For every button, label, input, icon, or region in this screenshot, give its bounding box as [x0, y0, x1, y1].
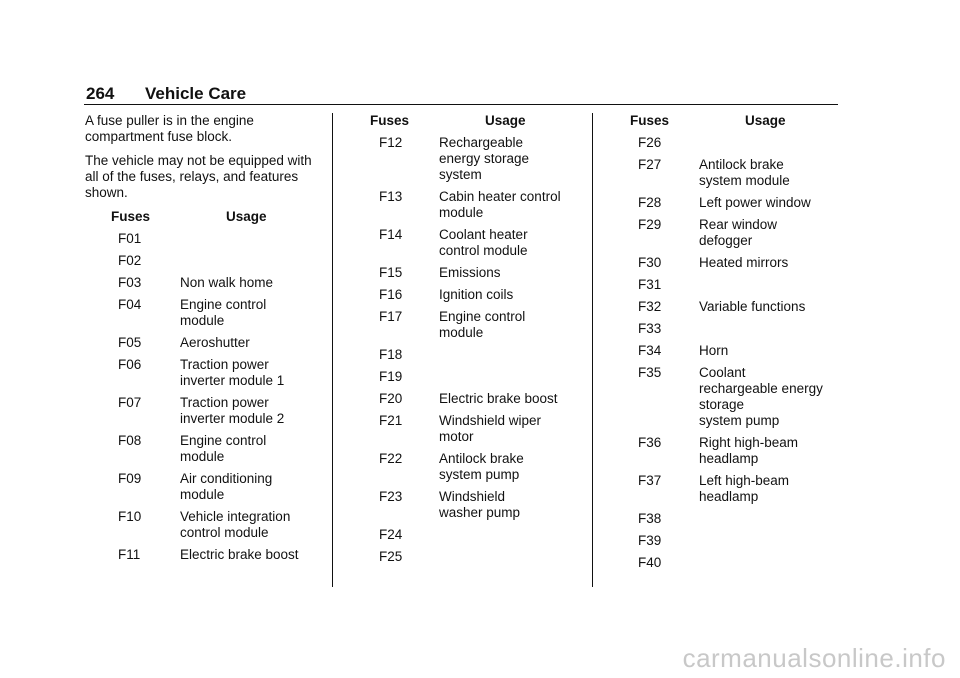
table-row	[346, 265, 586, 281]
usage-header: Usage	[485, 113, 526, 128]
fuse-usage: Coolant rechargeable energy storage system pump	[699, 365, 823, 428]
table-row	[606, 195, 846, 211]
fuse-usage	[439, 347, 579, 363]
page-number: 264	[86, 84, 115, 103]
table-row	[606, 157, 846, 189]
table-row	[606, 473, 846, 505]
fuse-id: F04	[118, 297, 142, 312]
table-row	[346, 287, 586, 303]
page-header	[84, 82, 838, 105]
table-header	[606, 113, 846, 133]
fuse-usage	[439, 527, 579, 543]
fuse-id: F23	[379, 489, 403, 504]
fuse-usage: Vehicle integration control module	[180, 509, 291, 540]
fuse-table-body	[606, 135, 846, 571]
fuse-usage: Rechargeable energy storage system	[439, 135, 530, 182]
table-row	[85, 231, 315, 247]
fuse-id: F17	[379, 309, 403, 324]
intro-text	[85, 113, 315, 201]
column-3	[606, 113, 846, 577]
fuse-usage: Left power window	[699, 195, 811, 210]
fuse-id: F29	[638, 217, 662, 232]
fuse-id: F10	[118, 509, 142, 524]
fuse-id: F21	[379, 413, 403, 428]
fuse-id: F30	[638, 255, 662, 270]
table-row	[85, 297, 315, 329]
fuse-id: F25	[379, 549, 403, 564]
watermark: carmanualsonline.info	[682, 643, 946, 673]
usage-header: Usage	[745, 113, 786, 128]
fuse-id: F02	[118, 253, 142, 268]
fuse-usage: Left high-beam headlamp	[699, 473, 790, 504]
fuse-id: F05	[118, 335, 142, 350]
fuse-table-body	[346, 135, 586, 565]
table-row	[606, 511, 846, 527]
table-row	[346, 347, 586, 363]
table-row	[606, 321, 846, 337]
table-row	[606, 365, 846, 429]
fuse-usage: Ignition coils	[439, 287, 514, 302]
table-row	[85, 253, 315, 269]
fuse-id: F28	[638, 195, 662, 210]
fuse-id: F06	[118, 357, 142, 372]
fuse-usage	[439, 369, 579, 385]
fuse-id: F11	[118, 547, 141, 562]
table-row	[346, 369, 586, 385]
fuse-id: F14	[379, 227, 403, 242]
table-row	[85, 547, 315, 563]
fuse-id: F37	[638, 473, 662, 488]
fuse-id: F39	[638, 533, 662, 548]
fuse-usage: Engine control module	[180, 297, 267, 328]
table-row	[606, 277, 846, 293]
fuse-usage	[699, 135, 839, 151]
section-title: Vehicle Care	[145, 84, 247, 103]
intro-paragraph: A fuse puller is in the engine compartment fuse block.	[85, 113, 254, 144]
fuse-usage: Non walk home	[180, 275, 274, 290]
fuse-id: F09	[118, 471, 142, 486]
usage-header: Usage	[226, 209, 267, 224]
fuse-usage: Air conditioning module	[180, 471, 273, 502]
fuses-header: Fuses	[370, 113, 410, 128]
fuse-usage	[699, 555, 839, 571]
fuse-usage	[699, 533, 839, 549]
table-row	[606, 217, 846, 249]
fuse-usage: Emissions	[439, 265, 501, 280]
fuse-id: F13	[379, 189, 403, 204]
table-row	[85, 509, 315, 541]
table-row	[346, 391, 586, 407]
fuse-usage: Traction power inverter module 1	[180, 357, 285, 388]
fuse-id: F01	[118, 231, 142, 246]
fuse-usage: Engine control module	[439, 309, 526, 340]
table-row	[346, 489, 586, 521]
fuse-id: F31	[638, 277, 662, 292]
fuse-usage: Right high-beam headlamp	[699, 435, 799, 466]
fuses-header: Fuses	[111, 209, 151, 224]
fuse-id: F35	[638, 365, 662, 380]
fuse-id: F22	[379, 451, 403, 466]
table-row	[346, 189, 586, 221]
fuses-header: Fuses	[630, 113, 670, 128]
fuse-usage: Electric brake boost	[180, 547, 299, 562]
fuse-usage: Traction power inverter module 2	[180, 395, 285, 426]
fuse-usage: Cabin heater control module	[439, 189, 561, 220]
fuse-id: F16	[379, 287, 403, 302]
fuse-usage: Coolant heater control module	[439, 227, 528, 258]
table-row	[346, 135, 586, 183]
table-row	[606, 435, 846, 467]
intro-paragraph: The vehicle may not be equipped with all of the fuses, relays, and features shown.	[85, 153, 312, 200]
fuse-usage	[699, 511, 839, 527]
fuse-usage: Horn	[699, 343, 729, 358]
fuse-id: F26	[638, 135, 662, 150]
table-row	[606, 343, 846, 359]
table-row	[85, 357, 315, 389]
fuse-id: F24	[379, 527, 403, 542]
column-divider	[332, 113, 333, 587]
fuse-id: F27	[638, 157, 662, 172]
fuse-usage: Heated mirrors	[699, 255, 789, 270]
table-row	[606, 533, 846, 549]
fuse-id: F18	[379, 347, 403, 362]
fuse-table-body	[85, 231, 315, 563]
fuse-usage: Variable functions	[699, 299, 806, 314]
table-row	[606, 135, 846, 151]
fuse-usage	[439, 549, 579, 565]
fuse-usage: Windshield washer pump	[439, 489, 521, 520]
table-row	[85, 335, 315, 351]
table-row	[606, 255, 846, 271]
table-row	[346, 549, 586, 565]
fuse-id: F32	[638, 299, 662, 314]
column-divider	[592, 113, 593, 587]
fuse-usage: Windshield wiper motor	[439, 413, 542, 444]
table-row	[85, 433, 315, 465]
fuse-id: F07	[118, 395, 142, 410]
table-row	[85, 471, 315, 503]
table-row	[346, 451, 586, 483]
fuse-usage: Antilock brake system module	[699, 157, 790, 188]
fuse-usage: Engine control module	[180, 433, 267, 464]
fuse-id: F03	[118, 275, 142, 290]
table-row	[606, 555, 846, 571]
fuse-id: F20	[379, 391, 403, 406]
fuse-id: F40	[638, 555, 662, 570]
fuse-id: F33	[638, 321, 662, 336]
table-row	[85, 395, 315, 427]
fuse-id: F08	[118, 433, 142, 448]
fuse-usage	[699, 321, 839, 337]
fuse-usage: Aeroshutter	[180, 335, 250, 350]
fuse-id: F12	[379, 135, 403, 150]
table-row	[346, 413, 586, 445]
fuse-id: F38	[638, 511, 662, 526]
table-row	[346, 527, 586, 543]
table-header	[85, 209, 315, 229]
fuse-usage: Rear window defogger	[699, 217, 778, 248]
fuse-usage	[180, 253, 315, 269]
column-1	[85, 113, 315, 569]
fuse-id: F34	[638, 343, 662, 358]
table-row	[85, 275, 315, 291]
fuse-usage: Antilock brake system pump	[439, 451, 524, 482]
fuse-id: F36	[638, 435, 662, 450]
column-2	[346, 113, 586, 571]
table-header	[346, 113, 586, 133]
fuse-usage	[180, 231, 315, 247]
table-row	[346, 227, 586, 259]
table-row	[606, 299, 846, 315]
fuse-id: F19	[379, 369, 403, 384]
fuse-id: F15	[379, 265, 403, 280]
fuse-usage: Electric brake boost	[439, 391, 558, 406]
table-row	[346, 309, 586, 341]
fuse-usage	[699, 277, 839, 293]
